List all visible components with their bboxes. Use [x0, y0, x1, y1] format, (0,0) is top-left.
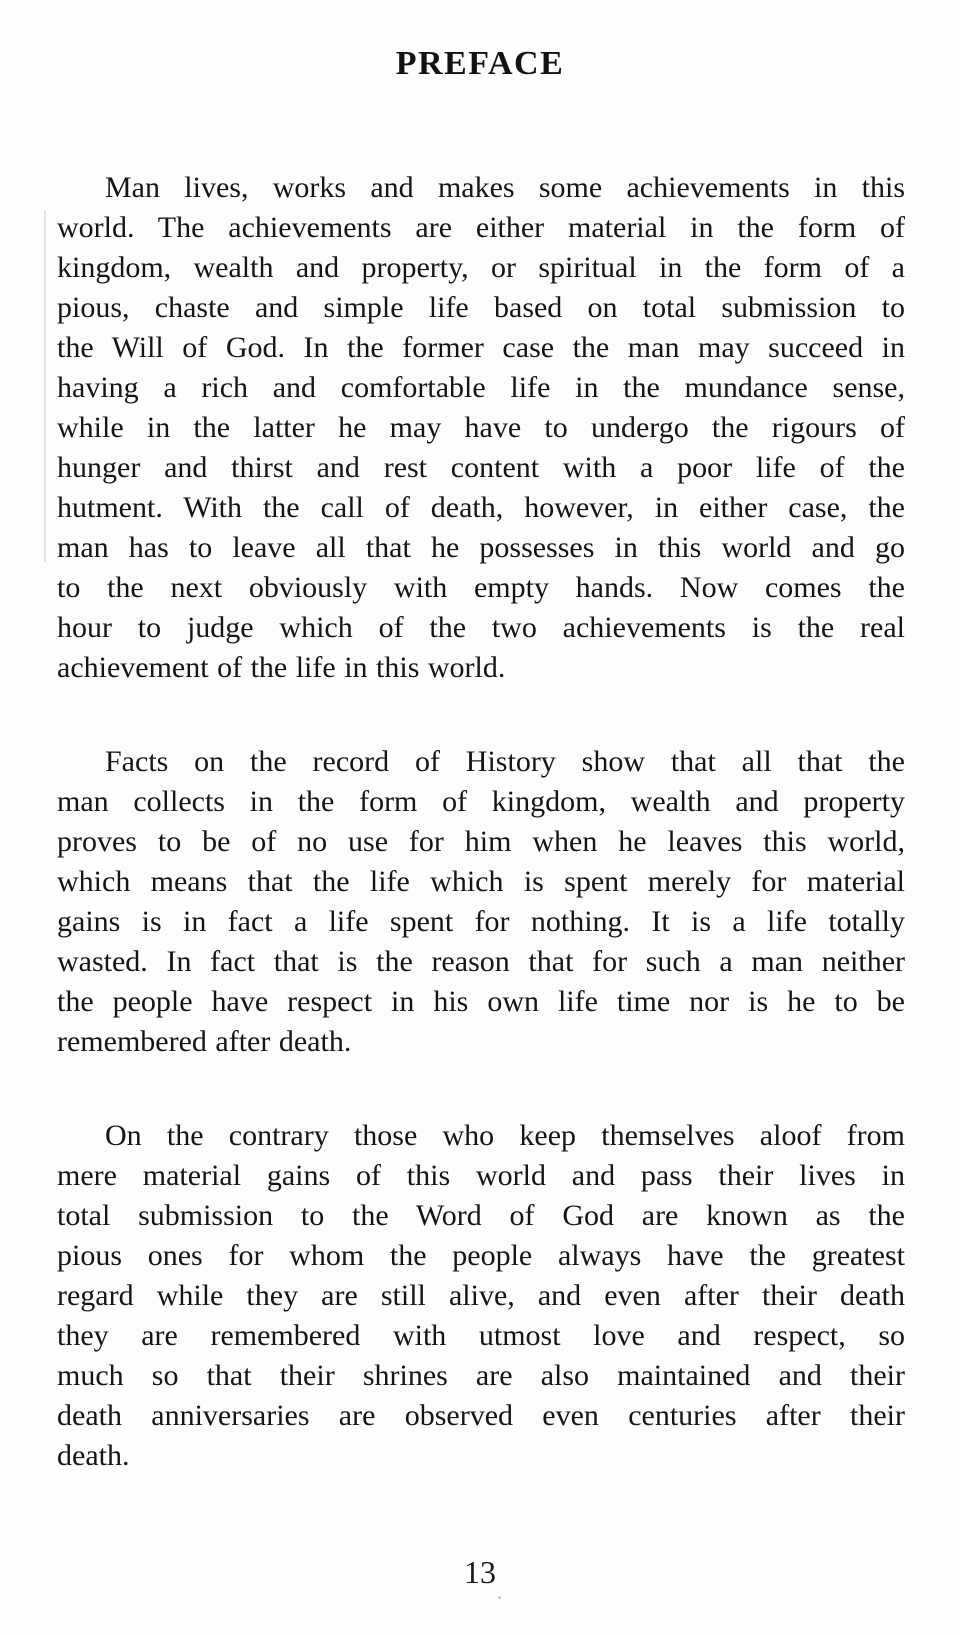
text-line: regard while they are still alive, and even after their death [57, 1279, 905, 1312]
paragraph [57, 742, 905, 1062]
page-number: 13 [464, 1554, 496, 1590]
text-line: much so that their shrines are also maintained and their [57, 1359, 905, 1392]
scan-speck [498, 1596, 501, 1599]
text-line: hutment. With the call of death, however, in either case, the [57, 491, 905, 524]
text-line: to the next obviously with empty hands. Now comes the [57, 571, 905, 604]
text-line: while in the latter he may have to undergo the rigours of [57, 411, 905, 444]
text-line: pious ones for whom the people always have the greatest [57, 1239, 905, 1272]
text-line: achievement of the life in this world. [57, 651, 506, 684]
text-line: wasted. In fact that is the reason that for such a man neither [57, 945, 905, 978]
text-line: the people have respect in his own life time nor is he to be [57, 985, 905, 1018]
preface-text-block [57, 168, 905, 1476]
paragraph [57, 1116, 905, 1476]
text-line: gains is in fact a life spent for nothing. It is a life totally [57, 905, 905, 938]
text-line: they are remembered with utmost love and respect, so [57, 1319, 905, 1352]
text-line: the Will of God. In the former case the man may succeed in [57, 331, 905, 364]
text-line: man collects in the form of kingdom, wealth and property [57, 785, 905, 818]
text-line: proves to be of no use for him when he leaves this world, [57, 825, 905, 858]
text-line: Facts on the record of History show that all that the [105, 745, 905, 778]
text-line: having a rich and comfortable life in the mundance sense, [57, 371, 905, 404]
text-line: remembered after death. [57, 1025, 352, 1058]
text-line: hunger and thirst and rest content with a poor life of the [57, 451, 905, 484]
text-line: kingdom, wealth and property, or spiritual in the form of a [57, 251, 905, 284]
text-line: On the contrary those who keep themselves aloof from [105, 1119, 905, 1152]
text-line: mere material gains of this world and pass their lives in [57, 1159, 905, 1192]
scan-artifact-line [44, 210, 46, 562]
text-line: world. The achievements are either material in the form of [57, 211, 905, 244]
text-line: death. [57, 1439, 130, 1472]
paragraph [57, 168, 905, 688]
page-title: PREFACE [395, 45, 565, 82]
text-line: total submission to the Word of God are known as the [57, 1199, 905, 1232]
text-line: which means that the life which is spent merely for material [57, 865, 905, 898]
text-line: man has to leave all that he possesses in this world and go [57, 531, 905, 564]
text-line: hour to judge which of the two achievements is the real [57, 611, 905, 644]
text-line: pious, chaste and simple life based on total submission to [57, 291, 905, 324]
text-line: Man lives, works and makes some achievements in this [105, 171, 905, 204]
text-line: death anniversaries are observed even centuries after their [57, 1399, 905, 1432]
